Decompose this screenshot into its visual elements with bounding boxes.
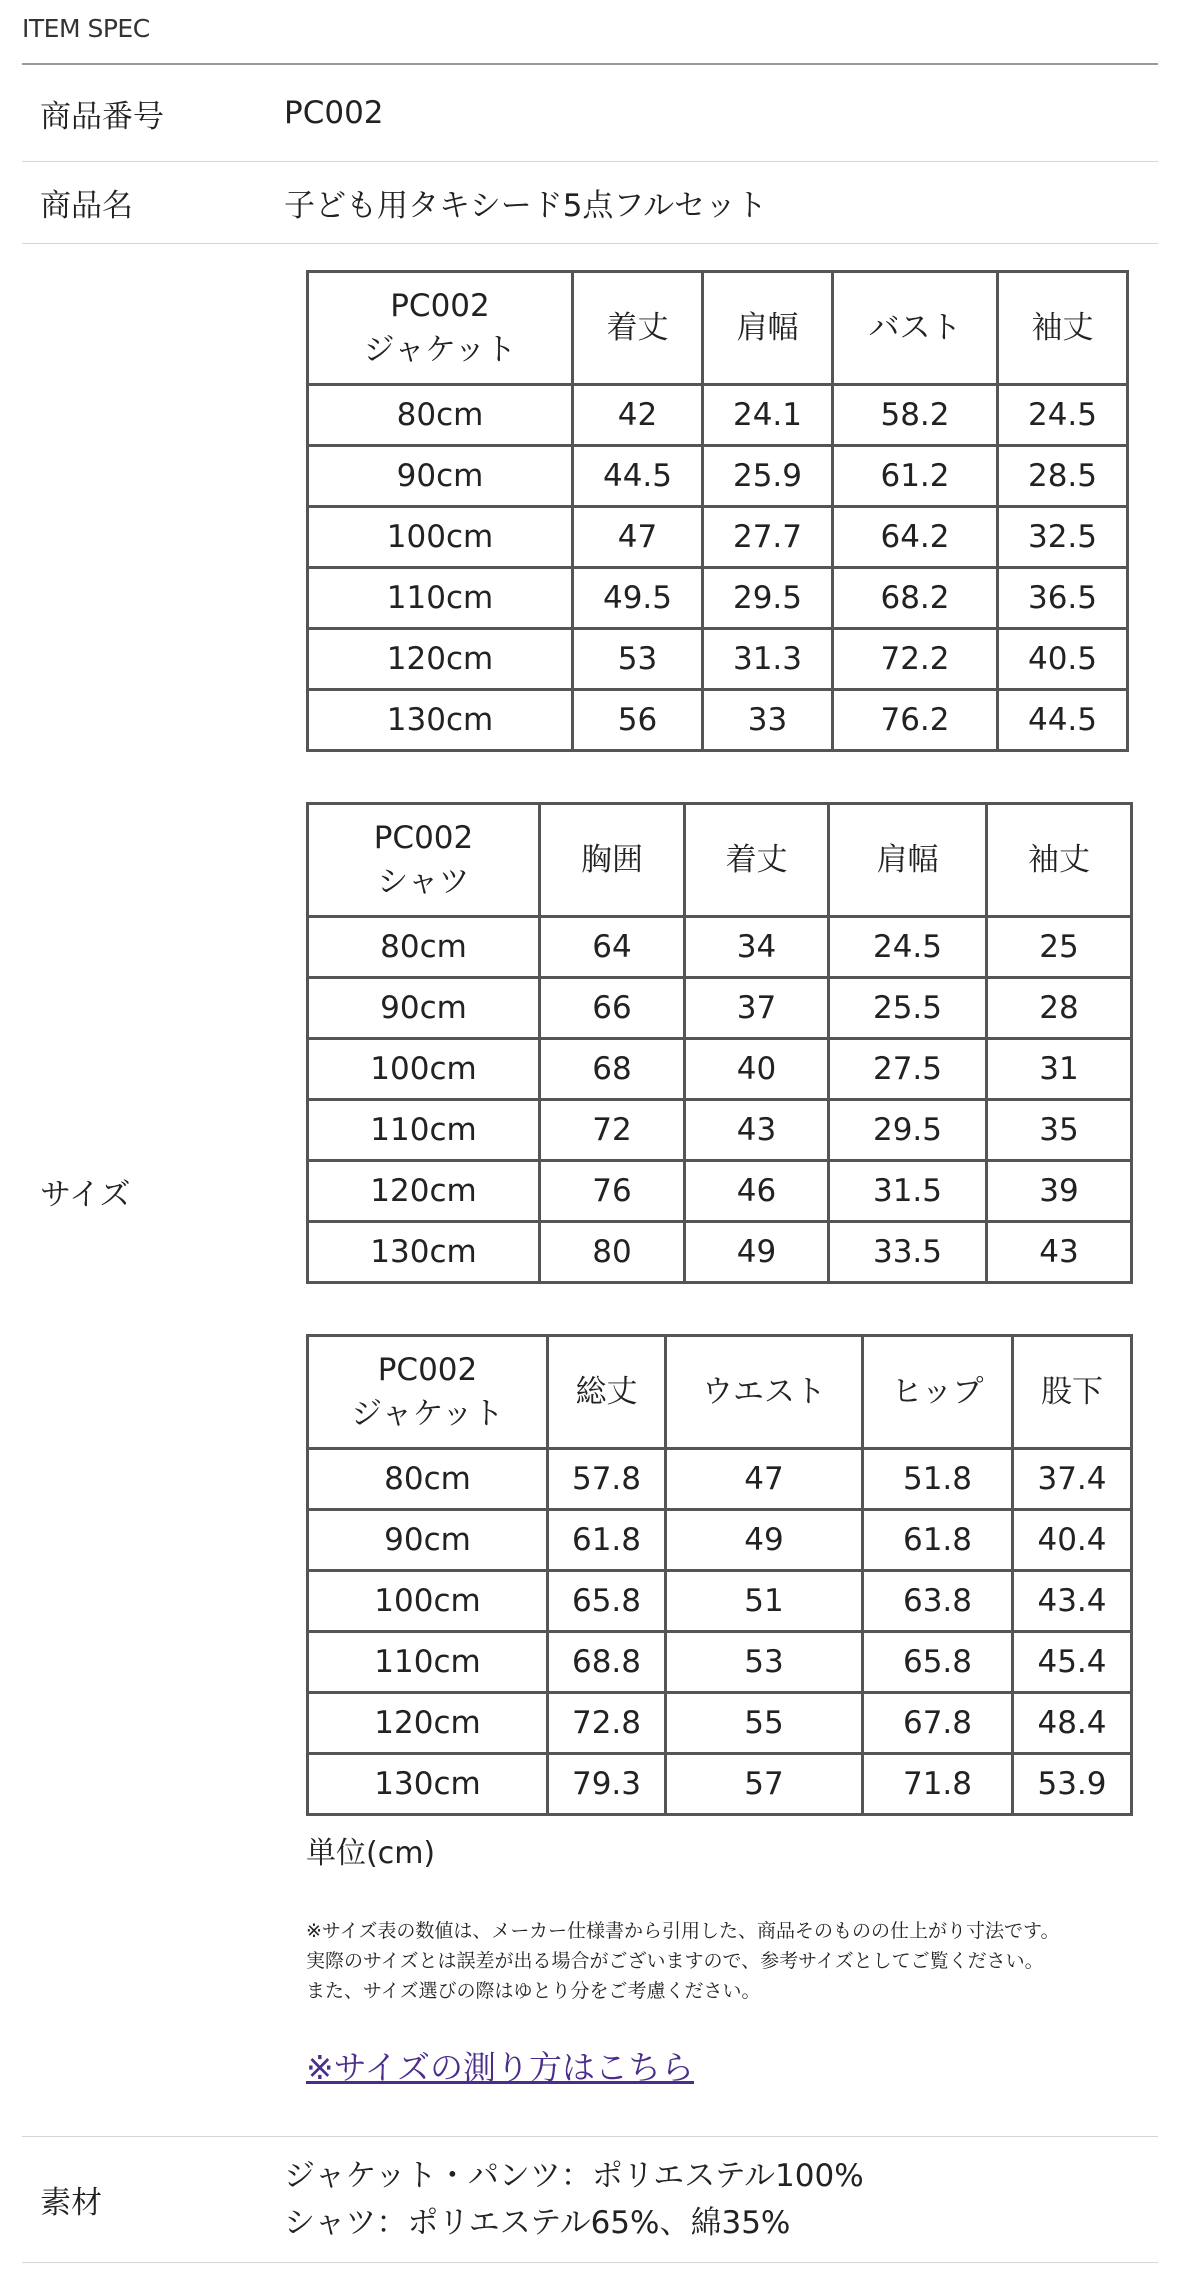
table-row bbox=[308, 629, 1128, 690]
measurement-cell: 61.8 bbox=[548, 1510, 666, 1571]
measurement-cell: 58.2 bbox=[833, 385, 998, 446]
measurement-cell: 53.9 bbox=[1013, 1754, 1132, 1815]
table-row bbox=[308, 1100, 1132, 1161]
size-cell: 110cm bbox=[308, 568, 573, 629]
spec-row-item-number bbox=[22, 65, 1158, 162]
material-line: シャツ：ポリエステル65%、綿35% bbox=[284, 2204, 791, 2241]
section-title: ITEM SPEC bbox=[22, 0, 1158, 65]
table-corner-cell bbox=[308, 1336, 548, 1449]
measurement-cell: 53 bbox=[573, 629, 703, 690]
size-cell: 100cm bbox=[308, 1039, 540, 1100]
column-header: 股下 bbox=[1013, 1336, 1132, 1449]
table-row bbox=[308, 1754, 1132, 1815]
size-cell: 100cm bbox=[308, 1571, 548, 1632]
jacket-size-table bbox=[306, 270, 1129, 752]
measurement-cell: 36.5 bbox=[998, 568, 1128, 629]
note-line: また、サイズ選びの際はゆとり分をご考慮ください。 bbox=[306, 1980, 761, 2002]
measurement-cell: 67.8 bbox=[863, 1693, 1013, 1754]
corner-text: ジャケット bbox=[363, 332, 517, 368]
measurement-cell: 72 bbox=[540, 1100, 685, 1161]
size-cell: 110cm bbox=[308, 1632, 548, 1693]
column-header: ヒップ bbox=[863, 1336, 1013, 1449]
item-name-label: 商品名 bbox=[40, 188, 133, 224]
table-row bbox=[308, 1449, 1132, 1510]
measurement-cell: 76 bbox=[540, 1161, 685, 1222]
table-row bbox=[308, 1510, 1132, 1571]
table-row bbox=[308, 1161, 1132, 1222]
table-header-row bbox=[308, 804, 1132, 917]
size-cell: 80cm bbox=[308, 917, 540, 978]
column-header: 肩幅 bbox=[829, 804, 987, 917]
table-row bbox=[308, 507, 1128, 568]
material-line: ジャケット・パンツ：ポリエステル100% bbox=[284, 2157, 864, 2194]
item-number-value: PC002 bbox=[284, 95, 384, 131]
size-cell: 90cm bbox=[308, 446, 573, 507]
measurement-cell: 51 bbox=[666, 1571, 863, 1632]
size-cell: 130cm bbox=[308, 1754, 548, 1815]
measurement-cell: 25 bbox=[987, 917, 1132, 978]
measurement-cell: 65.8 bbox=[548, 1571, 666, 1632]
measurement-cell: 24.5 bbox=[998, 385, 1128, 446]
size-cell: 80cm bbox=[308, 1449, 548, 1510]
measurement-cell: 43.4 bbox=[1013, 1571, 1132, 1632]
table-row bbox=[308, 917, 1132, 978]
measurement-cell: 40 bbox=[685, 1039, 829, 1100]
table-row bbox=[308, 690, 1128, 751]
measurement-cell: 37.4 bbox=[1013, 1449, 1132, 1510]
measurement-cell: 57.8 bbox=[548, 1449, 666, 1510]
size-cell: 90cm bbox=[308, 978, 540, 1039]
measurement-cell: 28 bbox=[987, 978, 1132, 1039]
measurement-cell: 28.5 bbox=[998, 446, 1128, 507]
measurement-cell: 43 bbox=[987, 1222, 1132, 1283]
measurement-cell: 71.8 bbox=[863, 1754, 1013, 1815]
measurement-cell: 68.8 bbox=[548, 1632, 666, 1693]
column-header: 袖丈 bbox=[998, 272, 1128, 385]
table-corner-cell bbox=[308, 804, 540, 917]
measurement-cell: 39 bbox=[987, 1161, 1132, 1222]
column-header: 胸囲 bbox=[540, 804, 685, 917]
column-header: 肩幅 bbox=[703, 272, 833, 385]
column-header: 着丈 bbox=[573, 272, 703, 385]
shirt-size-table bbox=[306, 802, 1133, 1284]
table-header-row bbox=[308, 272, 1128, 385]
material-label: 素材 bbox=[40, 2185, 102, 2221]
measurement-cell: 61.8 bbox=[863, 1510, 1013, 1571]
measurement-cell: 27.7 bbox=[703, 507, 833, 568]
measurement-cell: 44.5 bbox=[573, 446, 703, 507]
measurement-cell: 48.4 bbox=[1013, 1693, 1132, 1754]
measurement-cell: 72.8 bbox=[548, 1693, 666, 1754]
spec-row-material bbox=[22, 2137, 1158, 2263]
pants-size-table bbox=[306, 1334, 1133, 1816]
measurement-cell: 49 bbox=[685, 1222, 829, 1283]
measurement-cell: 80 bbox=[540, 1222, 685, 1283]
corner-text: PC002 bbox=[390, 288, 490, 324]
measurement-cell: 29.5 bbox=[829, 1100, 987, 1161]
measurement-cell: 25.5 bbox=[829, 978, 987, 1039]
measurement-cell: 43 bbox=[685, 1100, 829, 1161]
measurement-cell: 46 bbox=[685, 1161, 829, 1222]
table-row bbox=[308, 1571, 1132, 1632]
table-row bbox=[308, 1039, 1132, 1100]
corner-text: シャツ bbox=[377, 864, 470, 900]
size-cell: 120cm bbox=[308, 1161, 540, 1222]
measurement-cell: 65.8 bbox=[863, 1632, 1013, 1693]
measurement-cell: 45.4 bbox=[1013, 1632, 1132, 1693]
measurement-cell: 64 bbox=[540, 917, 685, 978]
table-row bbox=[308, 568, 1128, 629]
note-line: ※サイズ表の数値は、メーカー仕様書から引用した、商品そのものの仕上がり寸法です。 bbox=[306, 1920, 1060, 1942]
size-cell: 120cm bbox=[308, 1693, 548, 1754]
measurement-cell: 53 bbox=[666, 1632, 863, 1693]
column-header: 総丈 bbox=[548, 1336, 666, 1449]
size-content bbox=[306, 244, 1136, 2089]
size-cell: 90cm bbox=[308, 1510, 548, 1571]
measurement-cell: 35 bbox=[987, 1100, 1132, 1161]
measurement-cell: 55 bbox=[666, 1693, 863, 1754]
measurement-cell: 25.9 bbox=[703, 446, 833, 507]
measurement-cell: 29.5 bbox=[703, 568, 833, 629]
measurement-cell: 31 bbox=[987, 1039, 1132, 1100]
size-cell: 130cm bbox=[308, 1222, 540, 1283]
measurement-cell: 27.5 bbox=[829, 1039, 987, 1100]
column-header: バスト bbox=[833, 272, 998, 385]
size-cell: 130cm bbox=[308, 690, 573, 751]
measurement-cell: 56 bbox=[573, 690, 703, 751]
measurement-cell: 47 bbox=[666, 1449, 863, 1510]
measurement-cell: 44.5 bbox=[998, 690, 1128, 751]
column-header: 着丈 bbox=[685, 804, 829, 917]
measurement-cell: 24.1 bbox=[703, 385, 833, 446]
measurement-cell: 32.5 bbox=[998, 507, 1128, 568]
corner-text: PC002 bbox=[377, 1352, 478, 1388]
material-values bbox=[284, 2153, 864, 2247]
measurement-cell: 49.5 bbox=[573, 568, 703, 629]
table-row bbox=[308, 1632, 1132, 1693]
measurement-cell: 33 bbox=[703, 690, 833, 751]
measurement-cell: 79.3 bbox=[548, 1754, 666, 1815]
measurement-cell: 40.5 bbox=[998, 629, 1128, 690]
size-notes bbox=[306, 1916, 1136, 2006]
measurement-cell: 40.4 bbox=[1013, 1510, 1132, 1571]
measurement-cell: 42 bbox=[573, 385, 703, 446]
item-name-value: 子ども用タキシード5点フルセット bbox=[284, 188, 768, 224]
unit-label: 単位(cm) bbox=[306, 1836, 436, 1871]
measurement-cell: 63.8 bbox=[863, 1571, 1013, 1632]
table-corner-cell bbox=[308, 272, 573, 385]
measurement-cell: 61.2 bbox=[833, 446, 998, 507]
size-cell: 80cm bbox=[308, 385, 573, 446]
measurement-cell: 68 bbox=[540, 1039, 685, 1100]
measurement-cell: 31.5 bbox=[829, 1161, 987, 1222]
column-header: ウエスト bbox=[666, 1336, 863, 1449]
measurement-cell: 24.5 bbox=[829, 917, 987, 978]
item-number-label: 商品番号 bbox=[40, 98, 164, 135]
table-row bbox=[308, 1222, 1132, 1283]
size-label: サイズ bbox=[40, 1177, 131, 1213]
measurement-cell: 34 bbox=[685, 917, 829, 978]
table-row bbox=[308, 978, 1132, 1039]
corner-text: ジャケット bbox=[351, 1396, 504, 1432]
measurement-cell: 68.2 bbox=[833, 568, 998, 629]
size-cell: 100cm bbox=[308, 507, 573, 568]
size-cell: 110cm bbox=[308, 1100, 540, 1161]
measurement-cell: 76.2 bbox=[833, 690, 998, 751]
table-header-row bbox=[308, 1336, 1132, 1449]
table-row bbox=[308, 446, 1128, 507]
spec-row-size bbox=[22, 244, 1158, 2137]
measurement-cell: 57 bbox=[666, 1754, 863, 1815]
measurement-cell: 66 bbox=[540, 978, 685, 1039]
measurement-cell: 64.2 bbox=[833, 507, 998, 568]
measurement-cell: 33.5 bbox=[829, 1222, 987, 1283]
corner-text: PC002 bbox=[373, 820, 474, 856]
size-cell: 120cm bbox=[308, 629, 573, 690]
measurement-cell: 37 bbox=[685, 978, 829, 1039]
measurement-cell: 51.8 bbox=[863, 1449, 1013, 1510]
column-header: 袖丈 bbox=[987, 804, 1132, 917]
measurement-cell: 47 bbox=[573, 507, 703, 568]
note-line: 実際のサイズとは誤差が出る場合がございますので、参考サイズとしてご覧ください。 bbox=[306, 1950, 1044, 1972]
measurement-cell: 49 bbox=[666, 1510, 863, 1571]
size-guide-link[interactable]: ※サイズの測り方はこちら bbox=[306, 2048, 695, 2087]
spec-row-item-name bbox=[22, 162, 1158, 244]
table-row bbox=[308, 1693, 1132, 1754]
table-row bbox=[308, 385, 1128, 446]
measurement-cell: 31.3 bbox=[703, 629, 833, 690]
measurement-cell: 72.2 bbox=[833, 629, 998, 690]
